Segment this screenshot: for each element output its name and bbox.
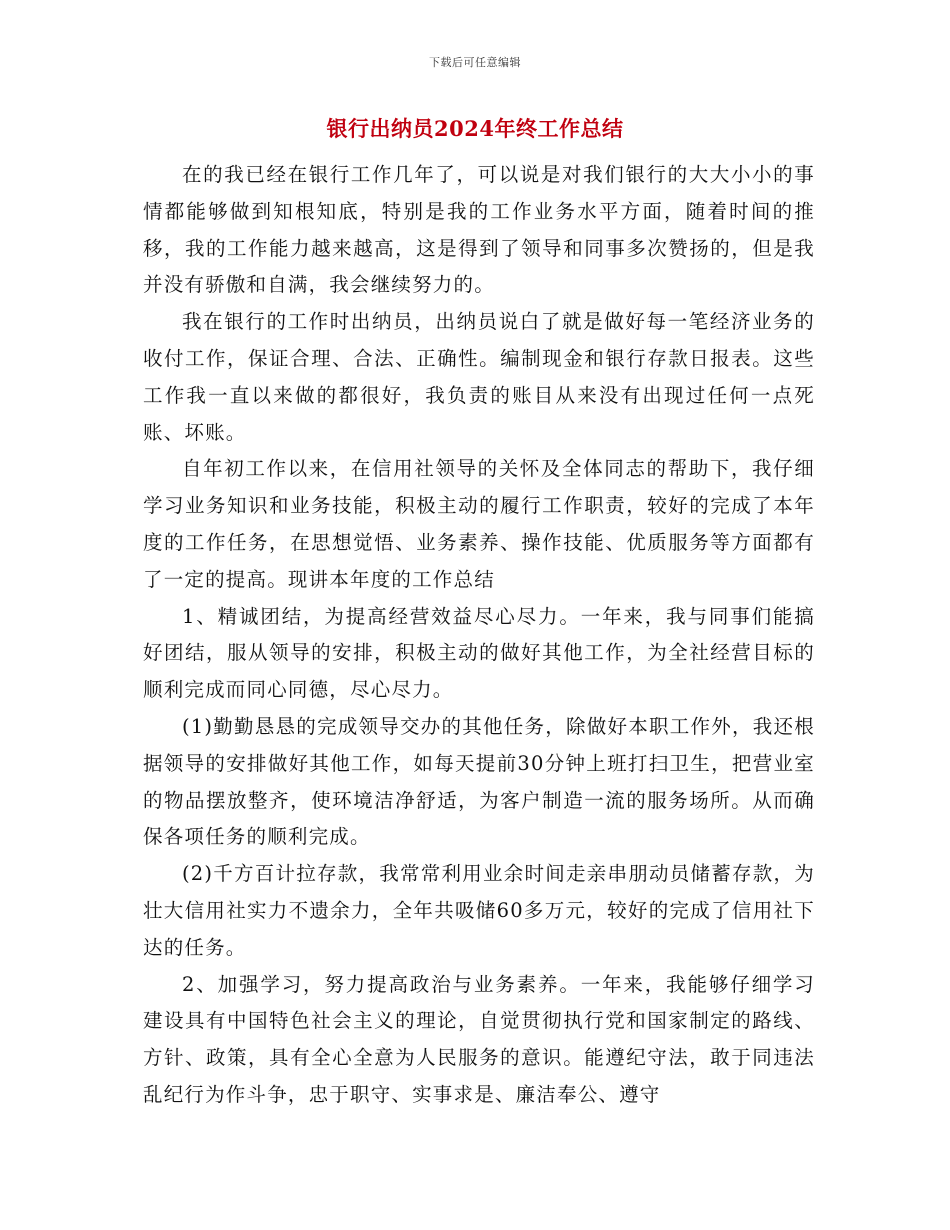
document-body	[143, 157, 815, 1114]
paragraph-point-1-2: (2)千方百计拉存款，我常常利用业余时间走亲串朋动员储蓄存款，为壮大信用社实力不遗余力，全年共吸储60多万元，较好的完成了信用社下达的任务。	[143, 862, 815, 959]
paragraph-year-summary: 自年初工作以来，在信用社领导的关怀及全体同志的帮助下，我仔细学习业务知识和业务技能，积极主动的履行工作职责，较好的完成了本年度的工作任务，在思想觉悟、业务素养、操作技能、优质服务等方面都有了一定的提高。现讲本年度的工作总结	[143, 457, 815, 591]
document-title: 银行出纳员2024年终工作总结	[326, 116, 624, 141]
paragraph-intro: 在的我已经在银行工作几年了，可以说是对我们银行的大大小小的事情都能够做到知根知底，特别是我的工作业务水平方面，随着时间的推移，我的工作能力越来越高，这是得到了领导和同事多次赞扬的，但是我并没有骄傲和自满，我会继续努力的。	[143, 163, 815, 297]
paragraph-point-2: 2、加强学习，努力提高政治与业务素养。一年来，我能够仔细学习建设具有中国特色社会主义的理论，自觉贯彻执行党和国家制定的路线、方针、政策，具有全心全意为人民服务的意识。能遵纪守法，敢于同违法乱纪行为作斗争，忠于职守、实事求是、廉洁奉公、遵守	[143, 972, 815, 1106]
paragraph-point-1: 1、精诚团结，为提高经营效益尽心尽力。一年来，我与同事们能搞好团结，服从领导的安排，积极主动的做好其他工作，为全社经营目标的顺利完成而同心同德，尽心尽力。	[143, 604, 815, 702]
paragraph-point-1-1: (1)勤勤恳恳的完成领导交办的其他任务，除做好本职工作外，我还根据领导的安排做好其他工作，如每天提前30分钟上班打扫卫生，把营业室的物品摆放整齐，使环境洁净舒适，为客户制造一流的服务场所。从而确保各项任务的顺利完成。	[143, 714, 815, 849]
paragraph-cashier-duties: 我在银行的工作时出纳员，出纳员说白了就是做好每一笔经济业务的收付工作，保证合理、合法、正确性。编制现金和银行存款日报表。这些工作我一直以来做的都很好，我负责的账目从来没有出现过任何一点死账、坏账。	[143, 310, 815, 444]
header-note: 下载后可任意编辑	[429, 56, 521, 69]
